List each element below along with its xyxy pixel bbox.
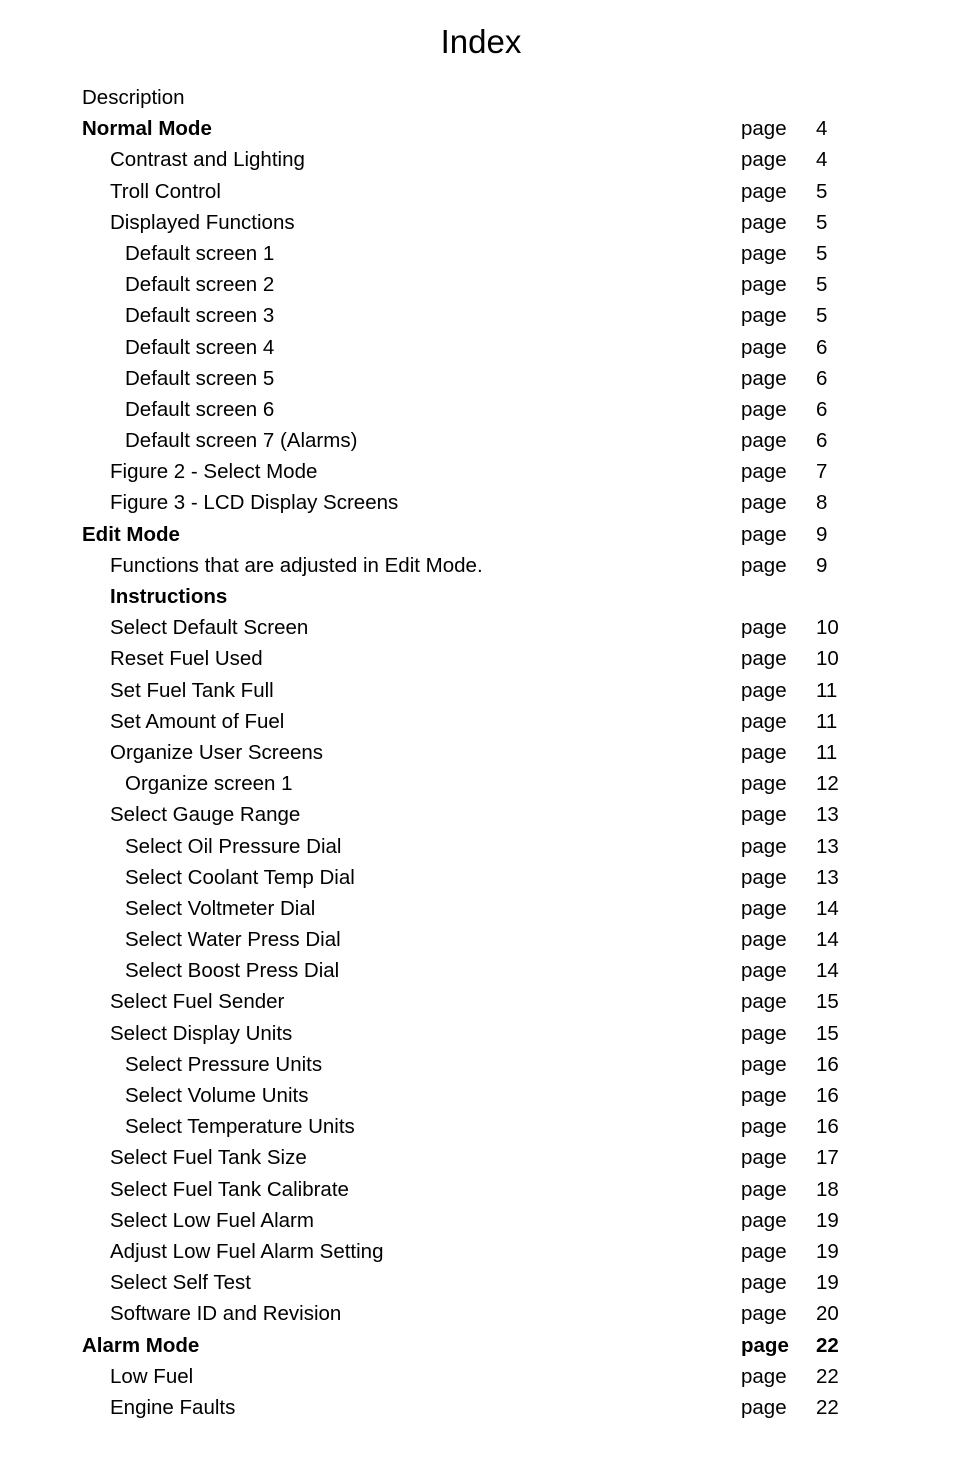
page-title: Index [440, 23, 522, 60]
index-entry-page-word: page [741, 553, 787, 577]
index-entry [0, 394, 954, 425]
index-entry [0, 612, 954, 643]
index-entry-label: Adjust Low Fuel Alarm Setting [110, 1239, 384, 1263]
index-entry-page-number: 12 [816, 772, 839, 796]
index-entry [0, 893, 954, 924]
index-entry-label: Default screen 4 [125, 335, 275, 359]
index-entry-label: Select Oil Pressure Dial [125, 834, 342, 858]
index-entry [0, 207, 954, 238]
index-entry-page-word: page [741, 1052, 787, 1076]
index-entry-page-number: 7 [816, 460, 828, 484]
index-entry-page-number: 22 [816, 1364, 839, 1388]
index-entry-label: Set Fuel Tank Full [110, 678, 274, 702]
index-entry-page-number: 15 [816, 1021, 839, 1045]
index-entry-page-number: 19 [816, 1208, 839, 1232]
index-entry-page-number: 19 [816, 1271, 839, 1295]
index-entry-label: Select Pressure Units [125, 1052, 323, 1076]
index-entry-label: Select Fuel Sender [110, 990, 285, 1014]
index-entry-label: Edit Mode [82, 522, 180, 546]
index-entry-page-word: page [741, 1271, 787, 1295]
index-entry [0, 82, 954, 113]
index-entry [0, 862, 954, 893]
index-entry-page-number: 14 [816, 928, 839, 952]
index-entry [0, 643, 954, 674]
index-entry-page-word: page [741, 647, 787, 671]
index-entry-label: Troll Control [110, 179, 221, 203]
index-entry [0, 363, 954, 394]
index-entry-label: Select Low Fuel Alarm [110, 1208, 314, 1232]
index-entry-label: Select Voltmeter Dial [125, 896, 316, 920]
index-entry [0, 675, 954, 706]
index-entry-page-word: page [741, 117, 787, 141]
index-entry-page-number: 16 [816, 1084, 839, 1107]
index-entry-page-number: 18 [816, 1177, 839, 1201]
index-entry-page-word: page [741, 1177, 787, 1201]
index-entry-page-number: 14 [816, 896, 839, 920]
index-entry-page-number: 11 [816, 678, 838, 702]
index-entry-label: Default screen 3 [125, 304, 275, 328]
index-entry-label: Select Default Screen [110, 616, 309, 640]
index-entry-page-number: 15 [816, 990, 839, 1014]
index-entry-page-number: 6 [816, 335, 828, 359]
index-entry-page-word: page [741, 460, 787, 484]
index-entry-page-number: 6 [816, 366, 828, 390]
index-entry [0, 986, 954, 1017]
index-entry [0, 300, 954, 331]
index-entry-page-number: 16 [816, 1115, 839, 1139]
index-entry-page-number: 11 [816, 709, 838, 733]
index-entry [0, 799, 954, 830]
index-entry [0, 487, 954, 518]
index-entry [0, 1049, 954, 1080]
index-entry [0, 706, 954, 737]
index-entry-page-word: page [741, 179, 787, 203]
index-entry-page-number: 13 [816, 834, 839, 858]
index-entry [0, 1298, 954, 1329]
index-entry-label: Low Fuel [110, 1364, 194, 1388]
index-entry-page-number: 6 [816, 397, 828, 421]
index-entry-label: Default screen 7 (Alarms) [125, 429, 358, 453]
index-entry-label: Default screen 6 [125, 397, 275, 421]
index-entry [0, 176, 954, 207]
index-entry-page-word: page [741, 865, 787, 889]
index-entry [0, 831, 954, 862]
index-entry-page-word: page [741, 678, 787, 702]
index-entry-label: Organize User Screens [110, 740, 324, 764]
index-entry-page-word: page [741, 335, 787, 359]
index-entry-page-number: 10 [816, 647, 839, 671]
index-entry [0, 269, 954, 300]
index-entry-page-number: 22 [816, 1333, 839, 1357]
index-entry-page-word: page [741, 1084, 787, 1107]
index-entry-label: Organize screen 1 [125, 772, 293, 796]
index-entry-page-word: page [741, 616, 787, 640]
index-entry-page-number: 13 [816, 803, 839, 827]
index-entry-page-number: 9 [816, 553, 828, 577]
index-entry-label: Select Boost Press Dial [125, 959, 340, 983]
index-entry [0, 144, 954, 175]
index-entry-page-word: page [741, 1208, 787, 1232]
index-entry-page-word: page [741, 1364, 787, 1388]
index-entry-label: Select Coolant Temp Dial [125, 865, 355, 889]
index-entry-page-number: 6 [816, 429, 828, 453]
index-entry [0, 1392, 954, 1423]
index-entry-page-number: 22 [816, 1395, 839, 1419]
index-entry-page-number: 20 [816, 1302, 839, 1326]
index-entry [0, 1018, 954, 1049]
index-entry-page-word: page [741, 928, 787, 952]
index-entry-label: Default screen 5 [125, 366, 275, 390]
index-entry-page-word: page [741, 990, 787, 1014]
index-entry [0, 1330, 954, 1361]
index-entry-page-number: 4 [816, 117, 828, 141]
index-entry-page-word: page [741, 241, 787, 265]
index-entry-page-word: page [741, 1115, 787, 1139]
index-entry-page-word: page [741, 959, 787, 983]
index-entry-page-number: 5 [816, 179, 828, 203]
index-entry-page-word: page [741, 1239, 787, 1263]
index-entry [0, 1174, 954, 1205]
index-entry-page-number: 4 [816, 148, 828, 172]
index-entry-label: Select Water Press Dial [125, 928, 341, 952]
index-entry-label: Functions that are adjusted in Edit Mode. [110, 553, 483, 577]
index-list [0, 82, 954, 1423]
index-entry [0, 550, 954, 581]
index-entry [0, 955, 954, 986]
index-entry-page-word: page [741, 772, 787, 796]
index-entry-page-word: page [741, 1302, 787, 1326]
index-entry-label: Select Fuel Tank Size [110, 1146, 307, 1170]
index-entry [0, 1205, 954, 1236]
index-entry-label: Default screen 2 [125, 273, 275, 297]
index-entry-page-number: 14 [816, 959, 839, 983]
index-entry-page-word: page [741, 522, 787, 546]
index-entry-label: Alarm Mode [82, 1333, 200, 1357]
index-entry [0, 581, 954, 612]
index-entry-page-number: 19 [816, 1239, 839, 1263]
index-entry-label: Figure 2 - Select Mode [110, 460, 318, 484]
index-entry-page-number: 8 [816, 491, 828, 515]
index-entry-label: Select Volume Units [125, 1084, 309, 1107]
index-entry-page-word: page [741, 366, 787, 390]
index-entry-page-word: page [741, 273, 787, 297]
index-entry-label: Description [82, 86, 185, 109]
index-entry [0, 924, 954, 955]
index-entry-page-number: 5 [816, 210, 828, 234]
index-entry-page-word: page [741, 210, 787, 234]
index-entry-page-word: page [741, 1395, 787, 1419]
index-entry-label: Reset Fuel Used [110, 647, 263, 671]
index-entry [0, 519, 954, 550]
index-entry-page-word: page [741, 429, 787, 453]
index-entry-label: Engine Faults [110, 1395, 236, 1419]
index-entry [0, 238, 954, 269]
index-entry-label: Normal Mode [82, 117, 212, 141]
index-entry [0, 456, 954, 487]
index-entry [0, 425, 954, 456]
index-entry-label: Select Self Test [110, 1271, 251, 1295]
index-entry [0, 1142, 954, 1173]
index-entry-page-number: 5 [816, 304, 828, 328]
index-entry-label: Default screen 1 [125, 241, 275, 265]
index-entry-label: Select Fuel Tank Calibrate [110, 1177, 349, 1201]
index-entry-label: Set Amount of Fuel [110, 709, 285, 733]
index-entry [0, 332, 954, 363]
index-entry [0, 768, 954, 799]
index-entry-page-word: page [741, 740, 787, 764]
index-entry-page-word: page [741, 709, 787, 733]
index-entry-page-word: page [741, 397, 787, 421]
index-entry-page-word: page [741, 803, 787, 827]
index-entry [0, 1236, 954, 1267]
index-entry-page-number: 17 [816, 1146, 839, 1170]
index-entry-page-number: 5 [816, 273, 828, 297]
index-entry-label: Figure 3 - LCD Display Screens [110, 491, 399, 515]
index-entry-label: Software ID and Revision [110, 1302, 342, 1326]
index-entry-page-number: 13 [816, 865, 839, 889]
index-entry-page-number: 10 [816, 616, 839, 640]
index-entry-page-word: page [741, 148, 787, 172]
index-entry-page-word: page [741, 896, 787, 920]
index-entry [0, 737, 954, 768]
index-entry [0, 1361, 954, 1392]
index-entry-page-number: 16 [816, 1052, 839, 1076]
index-entry-label: Displayed Functions [110, 210, 295, 234]
index-entry-page-word: page [741, 1146, 787, 1170]
index-entry-page-number: 11 [816, 740, 838, 764]
index-entry-page-word: page [741, 834, 787, 858]
index-entry [0, 1111, 954, 1142]
index-entry-label: Instructions [110, 585, 228, 608]
index-entry-page-word: page [741, 1021, 787, 1045]
index-entry-label: Select Temperature Units [125, 1115, 355, 1139]
index-entry-label: Select Gauge Range [110, 803, 301, 827]
index-entry [0, 1080, 954, 1111]
index-entry [0, 1267, 954, 1298]
index-entry [0, 113, 954, 144]
index-entry-page-word: page [741, 1333, 789, 1357]
index-entry-label: Contrast and Lighting [110, 148, 305, 172]
index-entry-page-number: 5 [816, 241, 828, 265]
index-entry-page-word: page [741, 304, 787, 328]
index-entry-label: Select Display Units [110, 1021, 293, 1045]
index-entry-page-number: 9 [816, 522, 828, 546]
index-entry-page-word: page [741, 491, 787, 515]
